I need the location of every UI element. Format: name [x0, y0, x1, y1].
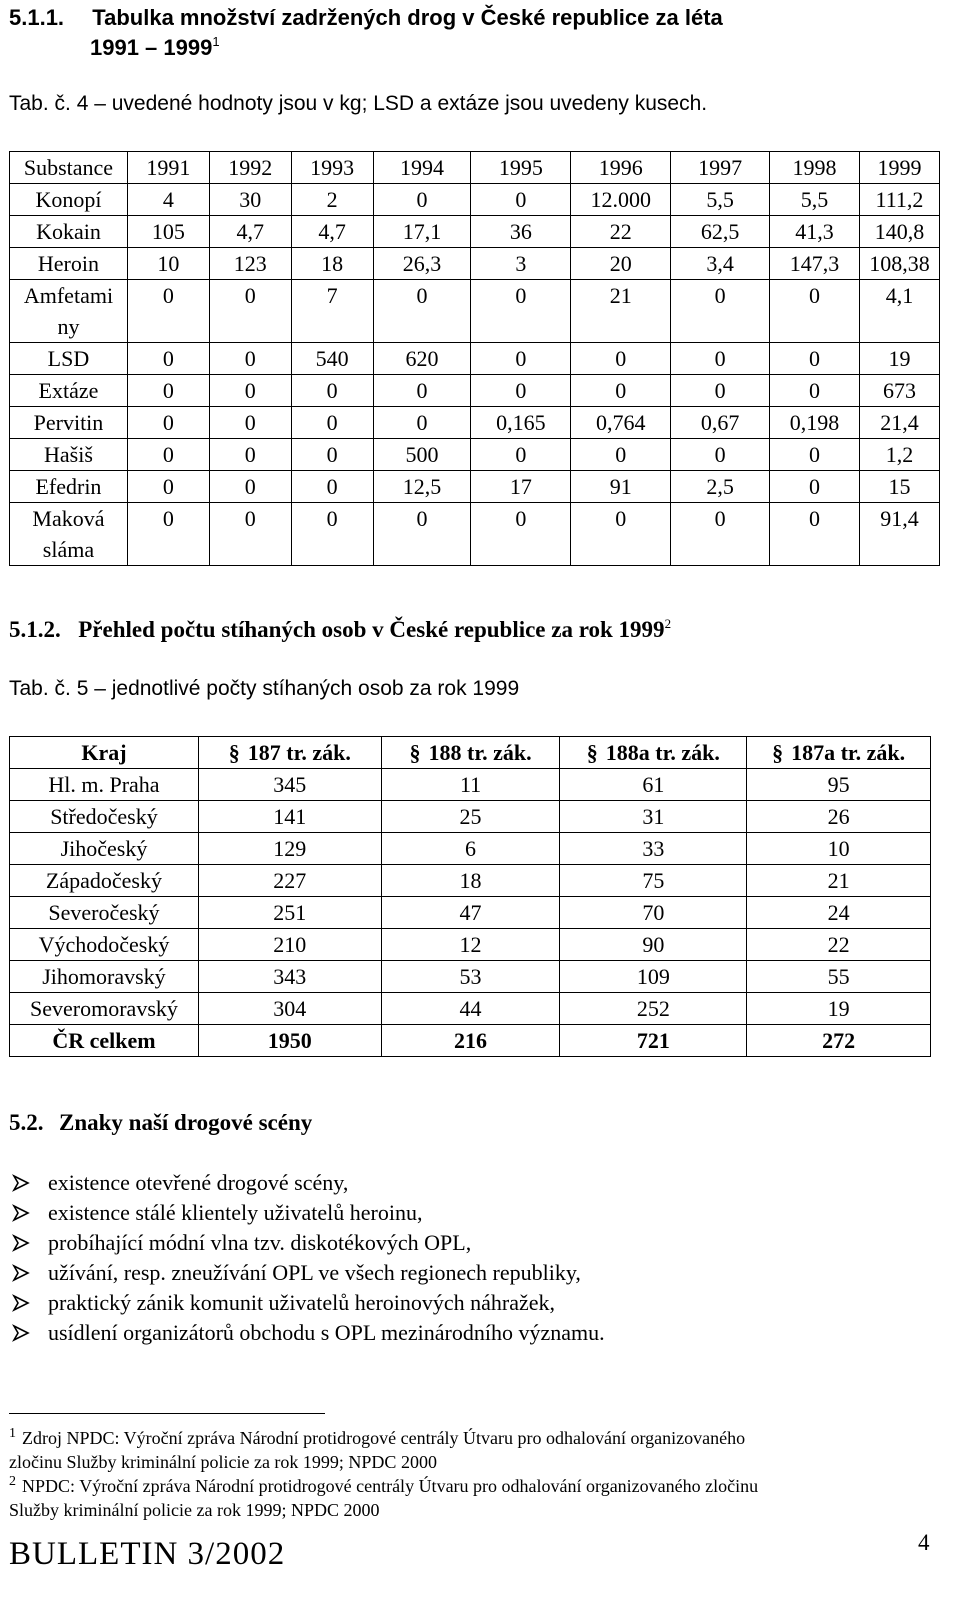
- table-cell: 90: [560, 929, 747, 961]
- table-cell: 304: [198, 993, 381, 1025]
- region-name: Východočeský: [10, 929, 199, 961]
- list-item: [12, 1288, 605, 1318]
- section-number: 5.1.2.: [9, 617, 61, 642]
- table-cell: 129: [198, 833, 381, 865]
- table-cell: 4: [127, 184, 209, 216]
- table-cell: 6: [381, 833, 560, 865]
- column-header-label: 187 tr. zák.: [247, 740, 351, 765]
- table-cell: 0: [127, 407, 209, 439]
- column-header-label: Kraj: [81, 740, 127, 765]
- table-header-row: [10, 737, 931, 769]
- table-cell: 33: [560, 833, 747, 865]
- table-cell: 0: [291, 439, 373, 471]
- arrow-bullet-icon: [12, 1294, 48, 1312]
- footnote-2: [9, 1474, 940, 1522]
- table-cell: 109: [560, 961, 747, 993]
- table-row: [10, 248, 940, 280]
- table-cell: 22: [571, 216, 671, 248]
- table-cell: 0: [209, 439, 291, 471]
- footnote-separator: [9, 1413, 325, 1414]
- column-header: 1997: [671, 152, 770, 184]
- table-row: [10, 375, 940, 407]
- table-cell: 0: [127, 343, 209, 375]
- footnote-ref-1[interactable]: 1: [212, 34, 220, 49]
- list-item: [12, 1228, 605, 1258]
- table-cell: 0: [373, 375, 471, 407]
- table-cell: 20: [571, 248, 671, 280]
- section-heading-5-2: [9, 1110, 312, 1136]
- drug-scene-list: [12, 1168, 605, 1348]
- table-cell: 47: [381, 897, 560, 929]
- table-row: [10, 865, 931, 897]
- prosecuted-persons-table: [9, 736, 931, 1057]
- list-item-text: usídlení organizátorů obchodu s OPL mezinárodního významu.: [48, 1320, 605, 1345]
- footnote-text: NPDC: Výroční zpráva Národní protidrogové centrály Útvaru pro odhalování organizovaného zločinu: [22, 1476, 759, 1496]
- table-cell: 0: [770, 439, 860, 471]
- table-row: [10, 216, 940, 248]
- table-cell: 140,8: [859, 216, 939, 248]
- table-cell: 0: [671, 343, 770, 375]
- section-title-line1: Tabulka množství zadržených drog v České republice za léta: [92, 5, 723, 30]
- column-header: 1994: [373, 152, 471, 184]
- table-cell: 500: [373, 439, 471, 471]
- table-cell: 21: [747, 865, 931, 897]
- arrow-bullet-icon: [12, 1264, 48, 1282]
- column-header: 1992: [209, 152, 291, 184]
- list-item-text: praktický zánik komunit uživatelů heroinových náhražek,: [48, 1290, 556, 1315]
- section-title: Znaky naší drogové scény: [59, 1110, 313, 1135]
- table-cell: 3: [471, 248, 571, 280]
- table-row: [10, 769, 931, 801]
- table-cell: 26: [747, 801, 931, 833]
- section-mark: §: [409, 740, 421, 765]
- table-cell: 252: [560, 993, 747, 1025]
- table-cell: 3,4: [671, 248, 770, 280]
- region-name: Jihomoravský: [10, 961, 199, 993]
- table-cell: 30: [209, 184, 291, 216]
- table-cell: 0: [471, 184, 571, 216]
- footnote-number: 2: [9, 1474, 16, 1489]
- footnote-number: 1: [9, 1426, 16, 1441]
- region-name: Severočeský: [10, 897, 199, 929]
- table-cell: 11: [381, 769, 560, 801]
- table-cell: 0: [209, 375, 291, 407]
- table-cell: 540: [291, 343, 373, 375]
- column-header: 1993: [291, 152, 373, 184]
- table-cell: 345: [198, 769, 381, 801]
- table-row: [10, 929, 931, 961]
- substance-name: LSD: [10, 343, 128, 375]
- column-header: [560, 737, 747, 769]
- table-cell: 5,5: [671, 184, 770, 216]
- table-cell: 70: [560, 897, 747, 929]
- total-cell: 272: [747, 1025, 931, 1057]
- table-cell: 19: [859, 343, 939, 375]
- table-cell: 5,5: [770, 184, 860, 216]
- table-cell: 55: [747, 961, 931, 993]
- arrow-bullet-icon: [12, 1174, 48, 1192]
- total-cell: 1950: [198, 1025, 381, 1057]
- table-cell: 0: [209, 407, 291, 439]
- table-row: [10, 439, 940, 471]
- table-row: [10, 503, 940, 566]
- list-item-text: probíhající módní vlna tzv. diskotékových OPL,: [48, 1230, 472, 1255]
- table-cell: 21: [571, 280, 671, 343]
- table-row: [10, 961, 931, 993]
- table-cell: 91,4: [859, 503, 939, 566]
- list-item: [12, 1318, 605, 1348]
- table-cell: 24: [747, 897, 931, 929]
- table-cell: 108,38: [859, 248, 939, 280]
- table-row: [10, 471, 940, 503]
- table-cell: 25: [381, 801, 560, 833]
- table-cell: 0: [127, 280, 209, 343]
- table-header-row: [10, 152, 940, 184]
- table-cell: 0,67: [671, 407, 770, 439]
- section-mark: §: [772, 740, 784, 765]
- table-cell: 0: [127, 503, 209, 566]
- table-cell: 0: [671, 375, 770, 407]
- seized-drugs-table: [9, 151, 940, 566]
- table-cell: 0: [671, 503, 770, 566]
- table-cell: 0: [209, 471, 291, 503]
- table-cell: 0: [571, 439, 671, 471]
- table-cell: 2: [291, 184, 373, 216]
- table-cell: 0: [471, 375, 571, 407]
- total-row: [10, 1025, 931, 1057]
- column-header: 1996: [571, 152, 671, 184]
- table-cell: 0: [770, 503, 860, 566]
- table-cell: 4,1: [859, 280, 939, 343]
- list-item-text: užívání, resp. zneužívání OPL ve všech regionech republiky,: [48, 1260, 581, 1285]
- table-cell: 17,1: [373, 216, 471, 248]
- table-cell: 105: [127, 216, 209, 248]
- table-cell: 227: [198, 865, 381, 897]
- table-cell: 0: [373, 184, 471, 216]
- table-cell: 61: [560, 769, 747, 801]
- column-header: 1991: [127, 152, 209, 184]
- footnote-text: Zdroj NPDC: Výroční zpráva Národní protidrogové centrály Útvaru pro odhalování organizovaného: [22, 1428, 746, 1448]
- table-cell: 18: [381, 865, 560, 897]
- column-header: [198, 737, 381, 769]
- table-cell: 123: [209, 248, 291, 280]
- column-header: Substance: [10, 152, 128, 184]
- column-header: 1999: [859, 152, 939, 184]
- table-cell: 7: [291, 280, 373, 343]
- list-item: [12, 1198, 605, 1228]
- table-cell: 673: [859, 375, 939, 407]
- table-cell: 0: [127, 471, 209, 503]
- substance-name: Efedrin: [10, 471, 128, 503]
- column-header-label: 188a tr. zák.: [605, 740, 720, 765]
- list-item-text: existence otevřené drogové scény,: [48, 1170, 349, 1195]
- table-cell: 91: [571, 471, 671, 503]
- substance-name: Extáze: [10, 375, 128, 407]
- table-cell: 36: [471, 216, 571, 248]
- arrow-bullet-icon: [12, 1204, 48, 1222]
- section-mark: §: [586, 740, 598, 765]
- table-cell: 12.000: [571, 184, 671, 216]
- section-title: Přehled počtu stíhaných osob v České republice za rok 1999: [78, 617, 665, 642]
- table-cell: 0: [571, 503, 671, 566]
- column-header-label: 188 tr. zák.: [428, 740, 532, 765]
- table-cell: 31: [560, 801, 747, 833]
- substance-name: Kokain: [10, 216, 128, 248]
- footnote-ref-2[interactable]: 2: [664, 616, 672, 631]
- table-cell: 21,4: [859, 407, 939, 439]
- table5-caption: Tab. č. 5 – jednotlivé počty stíhaných osob za rok 1999: [9, 677, 520, 700]
- table-cell: 10: [127, 248, 209, 280]
- table-cell: 210: [198, 929, 381, 961]
- substance-name: Pervitin: [10, 407, 128, 439]
- table-cell: 95: [747, 769, 931, 801]
- table-cell: 12,5: [373, 471, 471, 503]
- column-header: [747, 737, 931, 769]
- table-cell: 620: [373, 343, 471, 375]
- table-cell: 0: [770, 280, 860, 343]
- table-cell: 0: [671, 439, 770, 471]
- table-cell: 0: [127, 375, 209, 407]
- region-name: Západočeský: [10, 865, 199, 897]
- table-row: [10, 343, 940, 375]
- table-cell: 41,3: [770, 216, 860, 248]
- table-cell: 0: [471, 343, 571, 375]
- substance-name: Heroin: [10, 248, 128, 280]
- substance-name: Hašiš: [10, 439, 128, 471]
- table-cell: 4,7: [291, 216, 373, 248]
- table-cell: 0: [291, 503, 373, 566]
- list-item-text: existence stálé klientely uživatelů heroinu,: [48, 1200, 423, 1225]
- list-item: [12, 1258, 605, 1288]
- table-cell: 0: [571, 343, 671, 375]
- table-cell: 0: [471, 439, 571, 471]
- table-cell: 0: [770, 471, 860, 503]
- column-header: [10, 737, 199, 769]
- section-title-line2: 1991 – 1999: [90, 35, 213, 60]
- table-row: [10, 184, 940, 216]
- table4-caption: Tab. č. 4 – uvedené hodnoty jsou v kg; LSD a extáze jsou uvedeny kusech.: [9, 92, 708, 115]
- table-cell: 0: [127, 439, 209, 471]
- table-row: [10, 801, 931, 833]
- section-heading-5-1-1: [9, 5, 723, 31]
- region-name: Jihočeský: [10, 833, 199, 865]
- table-cell: 12: [381, 929, 560, 961]
- substance-name: Maková sláma: [10, 503, 128, 566]
- table-cell: 141: [198, 801, 381, 833]
- column-header: 1998: [770, 152, 860, 184]
- table-row: [10, 897, 931, 929]
- table-cell: 0,764: [571, 407, 671, 439]
- table-cell: 53: [381, 961, 560, 993]
- total-cell: 721: [560, 1025, 747, 1057]
- table-cell: 0: [671, 280, 770, 343]
- table-cell: 0,165: [471, 407, 571, 439]
- table-cell: 0: [373, 503, 471, 566]
- table-cell: 0: [291, 375, 373, 407]
- table-row: [10, 280, 940, 343]
- column-header: [381, 737, 560, 769]
- table-cell: 22: [747, 929, 931, 961]
- section-heading-5-1-1-line2: [90, 35, 220, 61]
- region-name: Severomoravský: [10, 993, 199, 1025]
- table-cell: 0: [209, 280, 291, 343]
- table-cell: 26,3: [373, 248, 471, 280]
- footnote-text: Služby kriminální policie za rok 1999; NPDC 2000: [9, 1500, 380, 1520]
- table-cell: 10: [747, 833, 931, 865]
- table-cell: 75: [560, 865, 747, 897]
- table-row: [10, 407, 940, 439]
- table-cell: 0: [373, 280, 471, 343]
- footnote-text: zločinu Služby kriminální policie za rok 1999; NPDC 2000: [9, 1452, 437, 1472]
- table-cell: 44: [381, 993, 560, 1025]
- table-cell: 15: [859, 471, 939, 503]
- table-cell: 18: [291, 248, 373, 280]
- bulletin-footer: BULLETIN 3/2002: [9, 1536, 286, 1572]
- table-cell: 17: [471, 471, 571, 503]
- table-row: [10, 833, 931, 865]
- total-cell: 216: [381, 1025, 560, 1057]
- column-header: 1995: [471, 152, 571, 184]
- table-cell: 251: [198, 897, 381, 929]
- substance-name: Amfetami ny: [10, 280, 128, 343]
- table-cell: 0,198: [770, 407, 860, 439]
- table-cell: 0: [291, 407, 373, 439]
- table-cell: 147,3: [770, 248, 860, 280]
- arrow-bullet-icon: [12, 1324, 48, 1342]
- arrow-bullet-icon: [12, 1234, 48, 1252]
- table-row: [10, 993, 931, 1025]
- region-name: Středočeský: [10, 801, 199, 833]
- table-cell: 1,2: [859, 439, 939, 471]
- region-name: Hl. m. Praha: [10, 769, 199, 801]
- table-cell: 111,2: [859, 184, 939, 216]
- table-cell: 4,7: [209, 216, 291, 248]
- table-cell: 62,5: [671, 216, 770, 248]
- section-number: 5.2.: [9, 1110, 44, 1135]
- total-label: ČR celkem: [10, 1025, 199, 1057]
- substance-name: Konopí: [10, 184, 128, 216]
- page-number: 4: [918, 1530, 930, 1555]
- table-cell: 0: [770, 343, 860, 375]
- section-heading-5-1-2: [9, 617, 671, 643]
- table-cell: 0: [471, 280, 571, 343]
- table-cell: 0: [209, 343, 291, 375]
- table-cell: 19: [747, 993, 931, 1025]
- table-cell: 343: [198, 961, 381, 993]
- table-cell: 0: [471, 503, 571, 566]
- list-item: [12, 1168, 605, 1198]
- column-header-label: 187a tr. zák.: [791, 740, 906, 765]
- table-cell: 0: [571, 375, 671, 407]
- table-cell: 0: [291, 471, 373, 503]
- footnote-1: [9, 1426, 940, 1474]
- table-cell: 0: [209, 503, 291, 566]
- section-mark: §: [228, 740, 240, 765]
- table-cell: 2,5: [671, 471, 770, 503]
- table-cell: 0: [373, 407, 471, 439]
- table-cell: 0: [770, 375, 860, 407]
- section-number: 5.1.1.: [9, 5, 65, 30]
